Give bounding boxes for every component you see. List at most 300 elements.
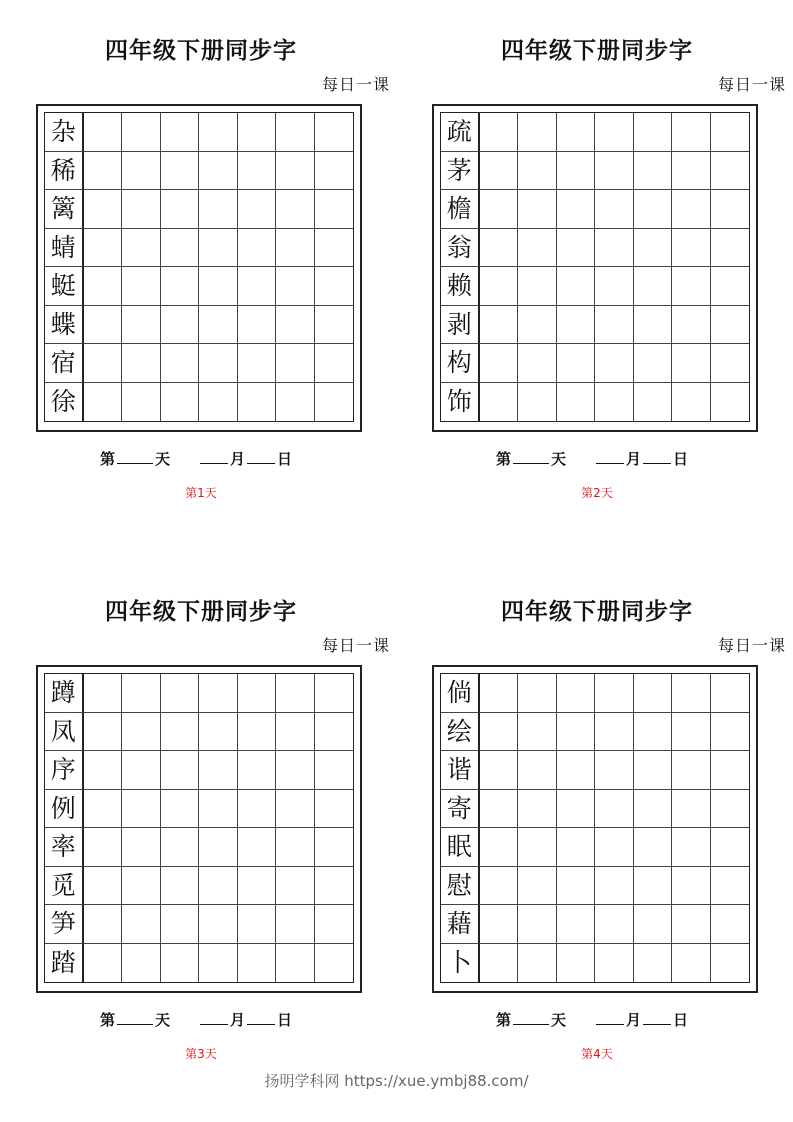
practice-cell[interactable]: [276, 267, 315, 306]
practice-cell[interactable]: [315, 674, 354, 713]
model-character: 觅: [45, 867, 84, 906]
model-character: 构: [441, 344, 480, 383]
model-character: 笋: [45, 905, 84, 944]
practice-cell[interactable]: [634, 751, 673, 790]
practice-cell[interactable]: [634, 674, 673, 713]
practice-cell[interactable]: [199, 190, 238, 229]
practice-frame: [36, 104, 362, 432]
date-line: [496, 1009, 688, 1030]
model-character: 篱: [45, 190, 84, 229]
practice-cell[interactable]: [672, 905, 711, 944]
practice-cell[interactable]: [557, 905, 596, 944]
practice-cell[interactable]: [518, 674, 557, 713]
model-character: 徐: [45, 383, 84, 422]
date-blank[interactable]: [247, 462, 275, 464]
practice-cell[interactable]: [238, 790, 277, 829]
practice-cell[interactable]: [518, 751, 557, 790]
model-character: 翁: [441, 229, 480, 268]
practice-cell[interactable]: [84, 905, 123, 944]
practice-cell[interactable]: [161, 344, 200, 383]
practice-cell[interactable]: [480, 867, 519, 906]
date-di: 第: [100, 450, 116, 468]
practice-cell[interactable]: [557, 828, 596, 867]
practice-cell[interactable]: [315, 229, 354, 268]
practice-cell[interactable]: [711, 828, 750, 867]
practice-cell[interactable]: [480, 713, 519, 752]
practice-cell[interactable]: [518, 152, 557, 191]
practice-cell[interactable]: [315, 751, 354, 790]
practice-cell[interactable]: [122, 306, 161, 345]
practice-cell[interactable]: [315, 344, 354, 383]
practice-cell[interactable]: [238, 113, 277, 152]
practice-cell[interactable]: [711, 229, 750, 268]
practice-cell[interactable]: [199, 905, 238, 944]
practice-cell[interactable]: [634, 152, 673, 191]
practice-cell[interactable]: [711, 944, 750, 983]
practice-cell[interactable]: [672, 306, 711, 345]
model-character: 藉: [441, 905, 480, 944]
practice-cell[interactable]: [122, 152, 161, 191]
practice-cell[interactable]: [161, 267, 200, 306]
date-yue: 月: [230, 1011, 246, 1029]
date-yue: 月: [626, 1011, 642, 1029]
practice-cell[interactable]: [161, 152, 200, 191]
practice-cell[interactable]: [480, 267, 519, 306]
practice-cell[interactable]: [557, 674, 596, 713]
practice-cell[interactable]: [84, 751, 123, 790]
practice-cell[interactable]: [672, 828, 711, 867]
model-character: 蜻: [45, 229, 84, 268]
practice-cell[interactable]: [711, 344, 750, 383]
practice-cell[interactable]: [84, 790, 123, 829]
practice-cell[interactable]: [199, 790, 238, 829]
practice-cell[interactable]: [634, 113, 673, 152]
date-tian: 天: [155, 1011, 171, 1029]
practice-cell[interactable]: [634, 190, 673, 229]
practice-cell[interactable]: [595, 828, 634, 867]
practice-cell[interactable]: [84, 828, 123, 867]
panel-title: 四年级下册同步字: [105, 598, 297, 625]
practice-cell[interactable]: [711, 267, 750, 306]
practice-cell[interactable]: [315, 383, 354, 422]
practice-cell[interactable]: [276, 674, 315, 713]
model-character: 倘: [441, 674, 480, 713]
date-ri: 日: [673, 1011, 689, 1029]
practice-cell[interactable]: [634, 229, 673, 268]
practice-cell[interactable]: [557, 190, 596, 229]
practice-cell[interactable]: [557, 152, 596, 191]
practice-cell[interactable]: [518, 713, 557, 752]
practice-cell[interactable]: [161, 905, 200, 944]
day-label: 第1天: [185, 486, 217, 500]
model-character: 率: [45, 828, 84, 867]
practice-cell[interactable]: [84, 190, 123, 229]
practice-cell[interactable]: [161, 113, 200, 152]
practice-cell[interactable]: [161, 229, 200, 268]
footer-watermark: 扬明学科网 https://xue.ymbj88.com/: [264, 1072, 529, 1090]
practice-cell[interactable]: [672, 383, 711, 422]
practice-cell[interactable]: [634, 383, 673, 422]
practice-cell[interactable]: [595, 113, 634, 152]
practice-cell[interactable]: [238, 152, 277, 191]
practice-cell[interactable]: [84, 229, 123, 268]
practice-cell[interactable]: [315, 190, 354, 229]
practice-cell[interactable]: [315, 152, 354, 191]
practice-cell[interactable]: [711, 190, 750, 229]
practice-cell[interactable]: [518, 828, 557, 867]
date-tian: 天: [551, 450, 567, 468]
practice-cell[interactable]: [84, 267, 123, 306]
model-character: 稀: [45, 152, 84, 191]
practice-cell[interactable]: [276, 944, 315, 983]
practice-cell[interactable]: [238, 867, 277, 906]
practice-cell[interactable]: [199, 383, 238, 422]
practice-cell[interactable]: [480, 674, 519, 713]
practice-cell[interactable]: [315, 113, 354, 152]
practice-cell[interactable]: [711, 713, 750, 752]
practice-cell[interactable]: [276, 306, 315, 345]
practice-cell[interactable]: [122, 867, 161, 906]
practice-cell[interactable]: [672, 790, 711, 829]
practice-cell[interactable]: [161, 383, 200, 422]
practice-cell[interactable]: [161, 306, 200, 345]
practice-cell[interactable]: [595, 790, 634, 829]
practice-cell[interactable]: [518, 790, 557, 829]
practice-cell[interactable]: [238, 828, 277, 867]
practice-cell[interactable]: [634, 905, 673, 944]
practice-cell[interactable]: [161, 944, 200, 983]
month-blank[interactable]: [200, 462, 228, 464]
practice-frame: [432, 665, 758, 993]
practice-cell[interactable]: [518, 267, 557, 306]
panel-subtitle: 每日一课: [321, 636, 390, 655]
practice-cell[interactable]: [199, 751, 238, 790]
practice-cell[interactable]: [595, 306, 634, 345]
practice-cell[interactable]: [557, 751, 596, 790]
date-di: 第: [496, 450, 512, 468]
practice-cell[interactable]: [238, 344, 277, 383]
practice-cell[interactable]: [557, 790, 596, 829]
practice-cell[interactable]: [238, 905, 277, 944]
practice-cell[interactable]: [238, 229, 277, 268]
practice-cell[interactable]: [518, 344, 557, 383]
practice-cell[interactable]: [276, 190, 315, 229]
model-character: 饰: [441, 383, 480, 422]
practice-cell[interactable]: [480, 790, 519, 829]
practice-cell[interactable]: [595, 267, 634, 306]
practice-cell[interactable]: [711, 790, 750, 829]
practice-cell[interactable]: [672, 751, 711, 790]
practice-cell[interactable]: [238, 944, 277, 983]
month-blank[interactable]: [596, 1023, 624, 1025]
date-di: 第: [100, 1011, 116, 1029]
practice-cell[interactable]: [595, 944, 634, 983]
date-blank[interactable]: [643, 462, 671, 464]
practice-cell[interactable]: [276, 828, 315, 867]
model-character: 卜: [441, 944, 480, 983]
practice-cell[interactable]: [634, 867, 673, 906]
practice-cell[interactable]: [122, 905, 161, 944]
practice-cell[interactable]: [122, 229, 161, 268]
practice-cell[interactable]: [315, 944, 354, 983]
practice-cell[interactable]: [238, 267, 277, 306]
practice-cell[interactable]: [315, 713, 354, 752]
practice-cell[interactable]: [276, 751, 315, 790]
practice-cell[interactable]: [161, 190, 200, 229]
practice-cell[interactable]: [276, 905, 315, 944]
practice-cell[interactable]: [518, 113, 557, 152]
practice-cell[interactable]: [672, 267, 711, 306]
practice-cell[interactable]: [595, 905, 634, 944]
practice-cell[interactable]: [595, 152, 634, 191]
day-label: 第3天: [185, 1047, 217, 1061]
practice-cell[interactable]: [634, 267, 673, 306]
day-label: 第2天: [581, 486, 613, 500]
practice-cell[interactable]: [199, 344, 238, 383]
practice-cell[interactable]: [711, 383, 750, 422]
practice-cell[interactable]: [557, 113, 596, 152]
worksheet-panel-1: [36, 0, 396, 500]
practice-cell[interactable]: [161, 751, 200, 790]
model-character: 檐: [441, 190, 480, 229]
practice-cell[interactable]: [480, 905, 519, 944]
practice-cell[interactable]: [480, 190, 519, 229]
practice-cell[interactable]: [595, 867, 634, 906]
practice-cell[interactable]: [199, 229, 238, 268]
practice-cell[interactable]: [480, 344, 519, 383]
model-character: 眠: [441, 828, 480, 867]
practice-cell[interactable]: [518, 229, 557, 268]
practice-cell[interactable]: [84, 152, 123, 191]
date-ri: 日: [277, 450, 293, 468]
date-line: [100, 1009, 292, 1030]
practice-cell[interactable]: [84, 113, 123, 152]
practice-cell[interactable]: [480, 152, 519, 191]
model-character: 茅: [441, 152, 480, 191]
date-blank[interactable]: [643, 1023, 671, 1025]
practice-cell[interactable]: [84, 383, 123, 422]
practice-cell[interactable]: [315, 306, 354, 345]
practice-cell[interactable]: [634, 306, 673, 345]
practice-cell[interactable]: [634, 344, 673, 383]
practice-cell[interactable]: [161, 867, 200, 906]
practice-cell[interactable]: [276, 113, 315, 152]
practice-cell[interactable]: [711, 867, 750, 906]
practice-cell[interactable]: [711, 751, 750, 790]
practice-cell[interactable]: [199, 152, 238, 191]
practice-cell[interactable]: [595, 229, 634, 268]
practice-cell[interactable]: [634, 713, 673, 752]
practice-cell[interactable]: [672, 344, 711, 383]
model-character: 剥: [441, 306, 480, 345]
practice-cell[interactable]: [518, 905, 557, 944]
model-character: 蹲: [45, 674, 84, 713]
practice-cell[interactable]: [557, 944, 596, 983]
practice-cell[interactable]: [238, 383, 277, 422]
practice-cell[interactable]: [634, 828, 673, 867]
day-label: 第4天: [581, 1047, 613, 1061]
practice-cell[interactable]: [161, 674, 200, 713]
practice-cell[interactable]: [199, 944, 238, 983]
model-character: 序: [45, 751, 84, 790]
practice-cell[interactable]: [276, 152, 315, 191]
date-ri: 日: [277, 1011, 293, 1029]
practice-cell[interactable]: [276, 713, 315, 752]
practice-cell[interactable]: [672, 190, 711, 229]
practice-frame: [36, 665, 362, 993]
practice-grid: [44, 112, 354, 422]
practice-cell[interactable]: [84, 674, 123, 713]
practice-cell[interactable]: [634, 790, 673, 829]
day-blank[interactable]: [117, 1023, 153, 1025]
practice-cell[interactable]: [672, 867, 711, 906]
practice-cell[interactable]: [557, 867, 596, 906]
practice-grid: [44, 673, 354, 983]
practice-cell[interactable]: [480, 113, 519, 152]
practice-cell[interactable]: [672, 713, 711, 752]
practice-cell[interactable]: [480, 229, 519, 268]
practice-cell[interactable]: [480, 751, 519, 790]
practice-cell[interactable]: [557, 267, 596, 306]
practice-cell[interactable]: [480, 306, 519, 345]
practice-frame: [432, 104, 758, 432]
practice-cell[interactable]: [518, 306, 557, 345]
practice-cell[interactable]: [711, 113, 750, 152]
date-tian: 天: [551, 1011, 567, 1029]
panel-subtitle: 每日一课: [717, 636, 786, 655]
practice-cell[interactable]: [199, 306, 238, 345]
practice-cell[interactable]: [161, 713, 200, 752]
month-blank[interactable]: [596, 462, 624, 464]
practice-cell[interactable]: [276, 790, 315, 829]
practice-cell[interactable]: [122, 344, 161, 383]
practice-cell[interactable]: [595, 713, 634, 752]
practice-cell[interactable]: [276, 344, 315, 383]
practice-cell[interactable]: [84, 306, 123, 345]
panel-title: 四年级下册同步字: [501, 598, 693, 625]
practice-cell[interactable]: [276, 383, 315, 422]
practice-cell[interactable]: [238, 190, 277, 229]
date-line: [496, 448, 688, 469]
practice-cell[interactable]: [238, 713, 277, 752]
practice-cell[interactable]: [480, 383, 519, 422]
model-character: 蝶: [45, 306, 84, 345]
practice-cell[interactable]: [634, 944, 673, 983]
practice-cell[interactable]: [199, 713, 238, 752]
date-di: 第: [496, 1011, 512, 1029]
practice-cell[interactable]: [672, 229, 711, 268]
model-character: 例: [45, 790, 84, 829]
practice-cell[interactable]: [315, 828, 354, 867]
practice-cell[interactable]: [480, 944, 519, 983]
practice-cell[interactable]: [315, 905, 354, 944]
practice-cell[interactable]: [122, 674, 161, 713]
practice-cell[interactable]: [672, 113, 711, 152]
practice-cell[interactable]: [557, 306, 596, 345]
practice-cell[interactable]: [480, 828, 519, 867]
date-yue: 月: [626, 450, 642, 468]
practice-cell[interactable]: [122, 267, 161, 306]
practice-cell[interactable]: [276, 867, 315, 906]
day-blank[interactable]: [117, 462, 153, 464]
practice-cell[interactable]: [122, 790, 161, 829]
practice-cell[interactable]: [84, 867, 123, 906]
practice-cell[interactable]: [672, 944, 711, 983]
practice-cell[interactable]: [238, 306, 277, 345]
worksheet-panel-3: [36, 561, 396, 1061]
practice-cell[interactable]: [238, 674, 277, 713]
month-blank[interactable]: [200, 1023, 228, 1025]
practice-cell[interactable]: [711, 674, 750, 713]
practice-cell[interactable]: [595, 344, 634, 383]
practice-cell[interactable]: [161, 790, 200, 829]
practice-cell[interactable]: [122, 190, 161, 229]
panel-title: 四年级下册同步字: [501, 37, 693, 64]
practice-cell[interactable]: [238, 751, 277, 790]
practice-cell[interactable]: [595, 751, 634, 790]
practice-cell[interactable]: [518, 867, 557, 906]
practice-cell[interactable]: [557, 229, 596, 268]
day-blank[interactable]: [513, 462, 549, 464]
practice-cell[interactable]: [199, 113, 238, 152]
practice-cell[interactable]: [122, 113, 161, 152]
practice-cell[interactable]: [122, 944, 161, 983]
practice-cell[interactable]: [711, 306, 750, 345]
panel-subtitle: 每日一课: [321, 75, 390, 94]
practice-cell[interactable]: [84, 713, 123, 752]
practice-cell[interactable]: [276, 229, 315, 268]
date-line: [100, 448, 292, 469]
practice-cell[interactable]: [199, 828, 238, 867]
practice-cell[interactable]: [315, 867, 354, 906]
practice-cell[interactable]: [84, 944, 123, 983]
practice-cell[interactable]: [161, 828, 200, 867]
practice-cell[interactable]: [518, 944, 557, 983]
practice-cell[interactable]: [557, 383, 596, 422]
practice-cell[interactable]: [315, 790, 354, 829]
practice-cell[interactable]: [122, 713, 161, 752]
worksheet-panel-4: [432, 561, 792, 1061]
practice-cell[interactable]: [672, 152, 711, 191]
practice-cell[interactable]: [711, 905, 750, 944]
practice-cell[interactable]: [557, 344, 596, 383]
practice-cell[interactable]: [672, 674, 711, 713]
model-character: 谐: [441, 751, 480, 790]
practice-cell[interactable]: [122, 751, 161, 790]
practice-cell[interactable]: [122, 383, 161, 422]
practice-cell[interactable]: [711, 152, 750, 191]
model-character: 赖: [441, 267, 480, 306]
practice-cell[interactable]: [199, 267, 238, 306]
practice-cell[interactable]: [557, 713, 596, 752]
model-character: 慰: [441, 867, 480, 906]
model-character: 凤: [45, 713, 84, 752]
practice-cell[interactable]: [84, 344, 123, 383]
practice-cell[interactable]: [595, 383, 634, 422]
model-character: 宿: [45, 344, 84, 383]
practice-cell[interactable]: [518, 383, 557, 422]
practice-grid: [440, 112, 750, 422]
practice-cell[interactable]: [315, 267, 354, 306]
practice-cell[interactable]: [122, 828, 161, 867]
day-blank[interactable]: [513, 1023, 549, 1025]
practice-cell[interactable]: [595, 674, 634, 713]
practice-cell[interactable]: [595, 190, 634, 229]
date-blank[interactable]: [247, 1023, 275, 1025]
practice-cell[interactable]: [518, 190, 557, 229]
practice-cell[interactable]: [199, 674, 238, 713]
practice-cell[interactable]: [199, 867, 238, 906]
